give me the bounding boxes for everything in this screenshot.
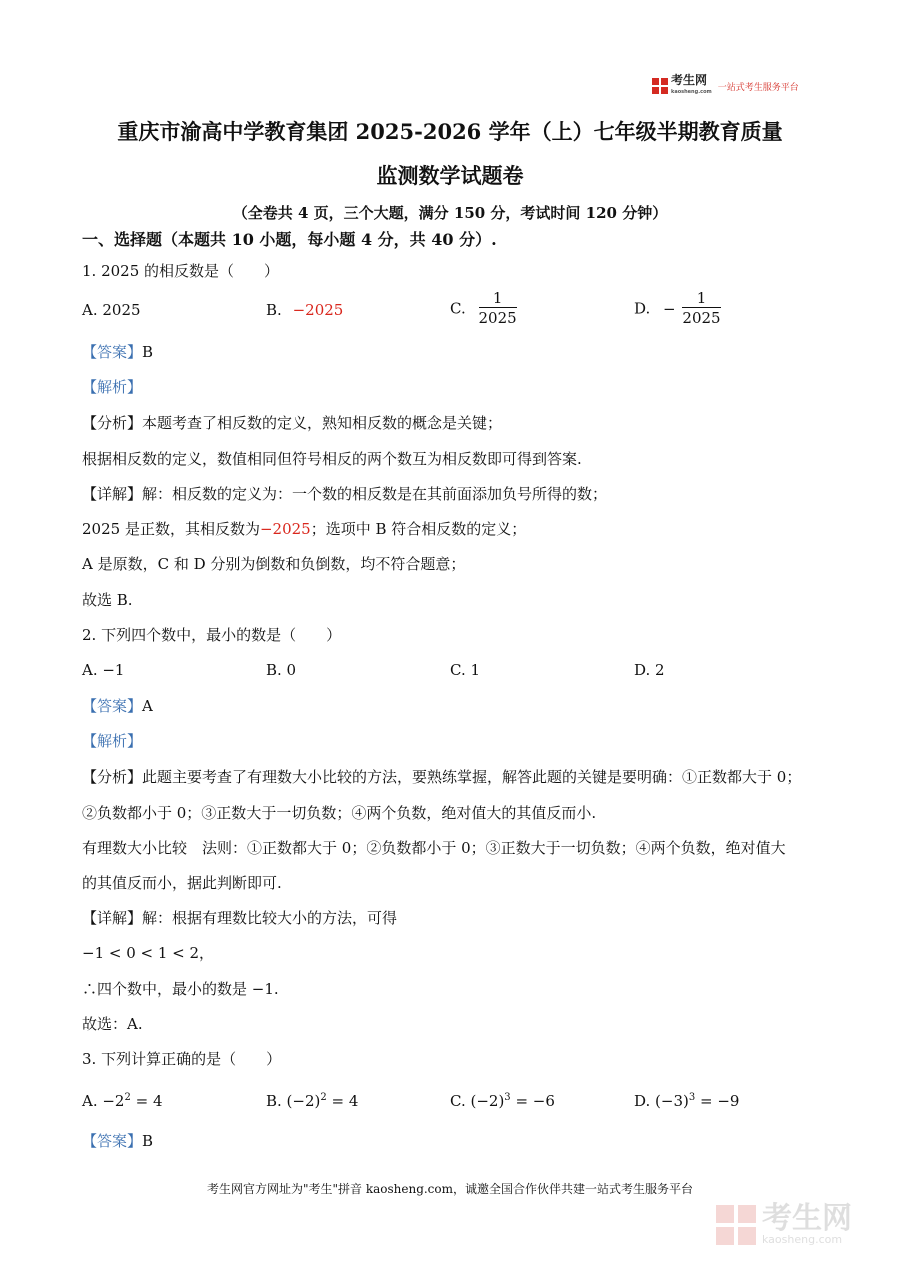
q1-option-c-fraction [479, 289, 517, 328]
q2-inequality: −1 < 0 < 1 < 2， [82, 944, 215, 962]
q2-stem: 2. 下列四个数中，最小的数是（ ） [82, 626, 342, 644]
page-title-line2: 监测数学试题卷 [376, 163, 524, 188]
q1-detail-line3: A 是原数，C 和 D 分别为倒数和负倒数，均不符合题意； [82, 555, 466, 573]
q2-option-b: B. 0 [266, 661, 297, 679]
q2-fenxi-line2: ②负数都小于 0；③正数大于一切负数；④两个负数，绝对值大的其值反而小. [82, 804, 597, 822]
q1-detail-line2-post: ；选项中 B 符合相反数的定义； [310, 520, 527, 538]
q2-answer [82, 696, 153, 716]
q3-option-c-exponent: 3 [504, 1092, 511, 1103]
q1-conclusion: 故选 B. [82, 591, 133, 609]
q1-fenxi: 【分析】本题考查了相反数的定义，熟知相反数的概念是关键； [82, 414, 503, 432]
q1-option-a: A. 2025 [82, 301, 141, 319]
q3-answer-value: B [142, 1132, 154, 1150]
q2-answer-value: A [142, 697, 153, 715]
q1-detail-line2-value: −2025 [259, 520, 311, 538]
q1-option-d-numerator: 1 [682, 289, 720, 308]
q1-option-d-denominator: 2025 [682, 309, 721, 327]
q3-option-c-base: C. (−2) [450, 1092, 505, 1110]
q1-answer [82, 342, 153, 362]
q3-option-b-exponent: 2 [320, 1092, 327, 1103]
logo-text [671, 74, 712, 98]
q1-option-b-label: B. [266, 301, 282, 319]
q1-answer-value: B [142, 343, 154, 361]
q2-conclusion: 故选：A. [82, 1015, 143, 1033]
q1-option-d-fraction [682, 289, 720, 328]
q1-analysis-tag: 【解析】 [82, 378, 143, 396]
q3-option-d-exponent: 3 [688, 1092, 696, 1103]
kaosheng-logo-icon [652, 78, 668, 94]
q3-option-c-result: = −6 [510, 1092, 555, 1110]
kaosheng-watermark-icon [716, 1205, 756, 1245]
watermark-url: kaosheng.com [762, 1233, 843, 1246]
q3-answer-tag: 【答案】 [82, 1132, 143, 1150]
q1-option-d-sign: − [663, 299, 676, 318]
q2-detail: 【详解】解：根据有理数比较大小的方法，可得 [82, 909, 398, 927]
q1-option-b [266, 301, 343, 319]
q1-answer-tag: 【答案】 [82, 343, 143, 361]
logo-slogan: 一站式考生服务平台 [717, 82, 799, 93]
watermark-brand: 考生网 [762, 1201, 852, 1236]
q2-rule-line2: 的其值反而小，据此判断即可. [82, 874, 282, 892]
section-heading: 一、选择题（本题共 10 小题，每小题 4 分，共 40 分）. [82, 230, 497, 249]
page-title-line1: 重庆市渝高中学教育集团 2025-2026 学年（上）七年级半期教育质量 [117, 119, 783, 144]
q2-option-d: D. 2 [634, 661, 665, 679]
q1-stem: 1. 2025 的相反数是（ ） [82, 262, 280, 280]
header-logo [652, 74, 799, 98]
q1-option-d [634, 289, 721, 328]
exam-info: （全卷共 4 页，三个大题，满分 150 分，考试时间 120 分钟） [232, 204, 668, 222]
q2-answer-tag: 【答案】 [82, 697, 143, 715]
q1-option-d-label: D. [634, 299, 651, 318]
watermark-logo [716, 1201, 852, 1246]
q3-stem: 3. 下列计算正确的是（ ） [82, 1050, 282, 1068]
q2-analysis-tag: 【解析】 [82, 732, 143, 750]
logo-url: kaosheng.com [671, 89, 712, 95]
q3-option-d [634, 1092, 739, 1110]
q2-option-a: A. −1 [82, 661, 125, 679]
q1-explain: 根据相反数的定义，数值相同但符号相反的两个数互为相反数即可得到答案. [82, 450, 582, 468]
q2-fenxi-line1: 【分析】此题主要考查了有理数大小比较的方法，要熟练掌握，解答此题的关键是要明确：①正数都大于 0； [82, 768, 802, 786]
q1-option-b-value: −2025 [292, 301, 344, 319]
q1-detail-line2 [82, 519, 526, 539]
q1-option-c-label: C. [450, 299, 466, 318]
q3-option-d-result: = −9 [695, 1092, 740, 1110]
q3-option-a [82, 1092, 163, 1110]
q1-option-c-numerator: 1 [479, 289, 517, 308]
q3-option-d-base: D. (−3) [634, 1092, 689, 1110]
q3-option-b-base: B. (−2) [266, 1092, 321, 1110]
q1-detail-line2-pre: 2025 是正数，其相反数为 [82, 520, 260, 538]
q3-option-b [266, 1092, 358, 1110]
q3-option-a-base: A. −2 [82, 1092, 125, 1110]
q2-option-c: C. 1 [450, 661, 481, 679]
q3-option-b-result: = 4 [326, 1092, 359, 1110]
q2-therefore: ∴四个数中，最小的数是 −1. [82, 980, 279, 998]
q1-option-c-denominator: 2025 [478, 309, 517, 327]
q3-option-c [450, 1092, 555, 1110]
q1-detail: 【详解】解：相反数的定义为：一个数的相反数是在其前面添加负号所得的数； [82, 485, 608, 503]
watermark-text [762, 1201, 852, 1246]
q3-option-a-exponent: 2 [124, 1092, 131, 1103]
q2-rule-line1: 有理数大小比较 法则：①正数都大于 0；②负数都小于 0；③正数大于一切负数；④两个负数，绝对值大 [82, 839, 786, 857]
footer-text: 考生网官方网址为"考生"拼音 kaosheng.com，诚邀全国合作伙伴共建一站式考生服务平台 [206, 1182, 694, 1196]
q1-option-c [450, 289, 517, 328]
logo-brand-name: 考生网 [671, 73, 708, 87]
q3-answer [82, 1131, 153, 1151]
q3-option-a-result: = 4 [130, 1092, 163, 1110]
